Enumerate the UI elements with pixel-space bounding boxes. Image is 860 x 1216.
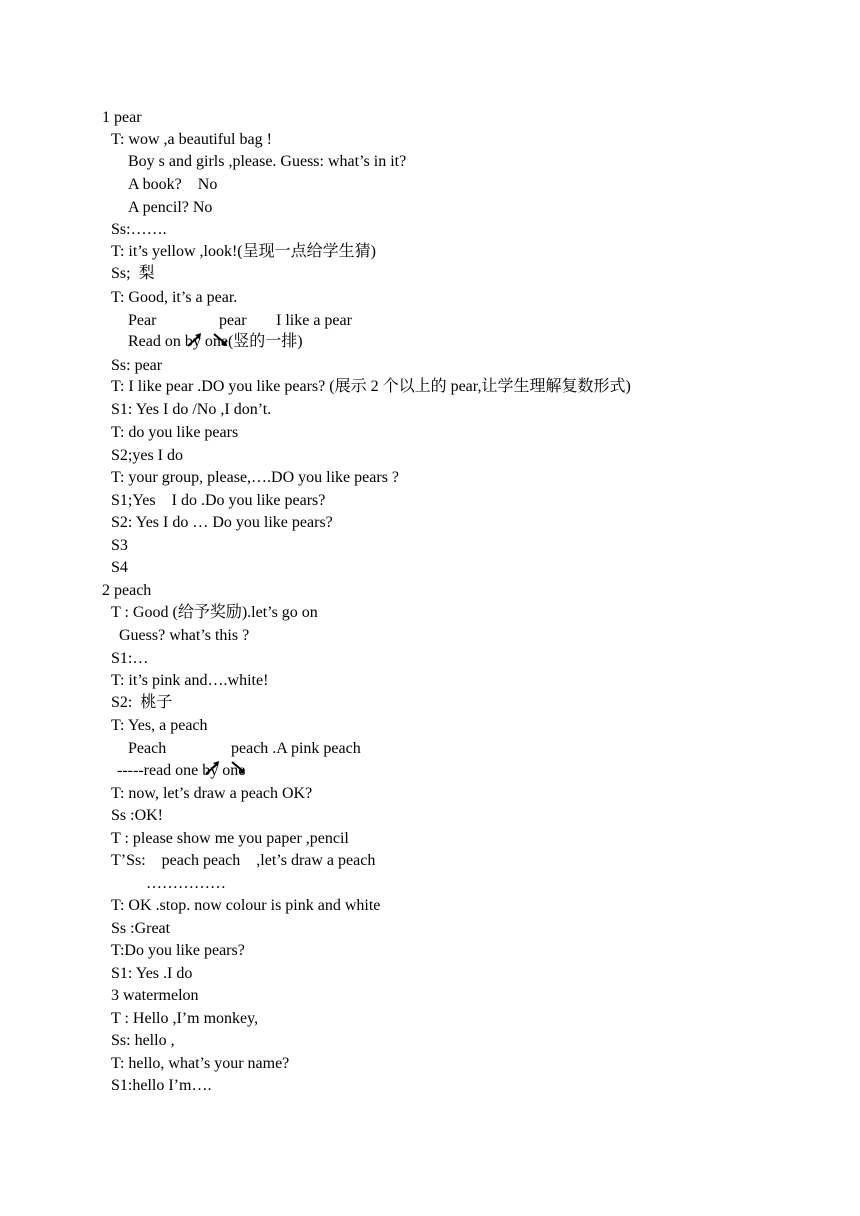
text-line: pear [219,312,247,329]
text-line: T: I like pear .DO you like pears? (展示 2 个以上的 pear,让学生理解复数形式) [111,378,631,395]
text-line: A pencil? No [128,199,213,216]
text-line: T: hello, what’s your name? [111,1055,290,1072]
text-line: S1:hello I’m…. [111,1077,212,1094]
text-line: T: now, let’s draw a peach OK? [111,785,313,802]
text-line: …………… [146,875,226,892]
text-line: Pear [128,312,157,329]
text-line: S2;yes I do [111,447,183,464]
text-line: T: it’s yellow ,look!(呈现一点给学生猜) [111,243,376,260]
text-line: Guess? what’s this ? [119,627,250,644]
text-line: T’Ss: peach peach ,let’s draw a peach [111,852,376,869]
section-heading-watermelon: 3 watermelon [111,987,199,1004]
text-line: Ss:……. [111,221,167,238]
text-line: Boy s and girls ,please. Guess: what’s in it? [128,153,407,170]
text-line: Peach [128,740,167,757]
text-line: T : Good (给予奖励).let’s go on [111,604,318,621]
text-line: T: your group, please,….DO you like pears ? [111,469,400,486]
text-line: -----read one by one [117,762,246,779]
text-line: T:Do you like pears? [111,942,245,959]
text-line: Ss; 梨 [111,265,155,282]
text-line: T: wow ,a beautiful bag ! [111,131,272,148]
text-line: S1: Yes .I do [111,965,193,982]
rising-intonation-arrow-icon [170,311,188,331]
text-line: Read on by one(竖的一排) [128,333,303,350]
text-line: Ss: hello , [111,1032,175,1049]
section-heading-pear: 1 pear [102,109,142,126]
text-line: T: do you like pears [111,424,239,441]
rising-intonation-arrow-icon [188,739,206,759]
text-line: T: it’s pink and….white! [111,672,269,689]
text-line: T : Hello ,I’m monkey, [111,1010,259,1027]
text-line: S2: 桃子 [111,694,173,711]
section-heading-peach: 2 peach [102,582,152,599]
text-line: S1:… [111,650,149,667]
text-line: T : please show me you paper ,pencil [111,830,349,847]
text-line: T: OK .stop. now colour is pink and white [111,897,381,914]
text-line: S2: Yes I do … Do you like pears? [111,514,333,531]
text-line: Ss: pear [111,357,163,374]
text-line: S4 [111,559,128,576]
text-line: peach .A pink peach [231,740,361,757]
text-line: S1;Yes I do .Do you like pears? [111,492,326,509]
text-line: T: Yes, a peach [111,717,208,734]
text-line: S3 [111,537,128,554]
falling-intonation-arrow-icon [196,311,214,331]
text-line: Ss :OK! [111,807,164,824]
text-line: Ss :Great [111,920,171,937]
text-line: I like a pear [276,312,352,329]
text-line: T: Good, it’s a pear. [111,289,238,306]
falling-intonation-arrow-icon [214,739,232,759]
text-line: S1: Yes I do /No ,I don’t. [111,401,272,418]
text-line: A book? No [128,176,218,193]
